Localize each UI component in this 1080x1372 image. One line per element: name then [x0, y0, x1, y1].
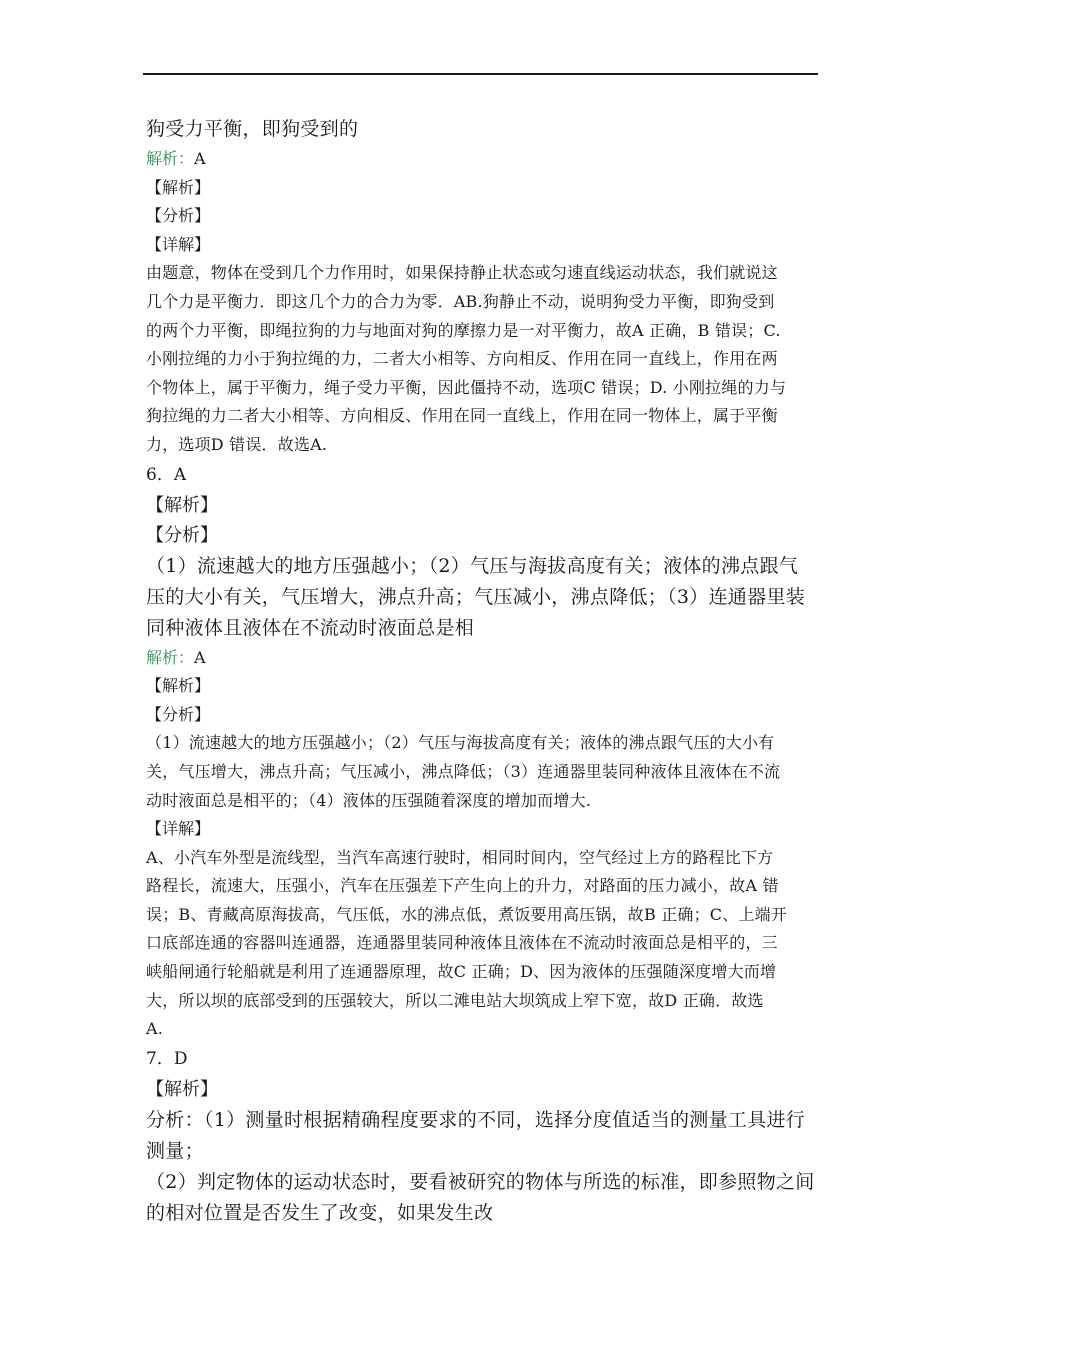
q5-detail-line: 狗拉绳的力二者大小相等、方向相反、作用在同一直线上，作用在同一物体上，属于平衡 [146, 406, 778, 426]
q6-analysis-line: 关，气压增大，沸点升高；气压减小，沸点降低；（3）连通器里装同种液体且液体在不流 [146, 761, 781, 781]
q5-detail-line: 小刚拉绳的力小于狗拉绳的力，二者大小相等、方向相反、作用在同一直线上，作用在两 [146, 349, 778, 369]
q5-answer-value: A [194, 149, 206, 168]
q6-analysis-line: 动时液面总是相平的；（4）液体的压强随着深度的增加而增大. [146, 790, 592, 810]
q5-intro-text: 狗受力平衡，即狗受到的 [146, 118, 359, 140]
header-rule [143, 73, 818, 75]
q6-answer-value: A [194, 647, 206, 667]
q6-analysis-line: （1）流速越大的地方压强越小；（2）气压与海拔高度有关；液体的沸点跟气压的大小有 [146, 733, 775, 753]
q5-detail-line: 力，选项D 错误．故选A. [146, 434, 328, 454]
q6-detail-line: 误；B、青藏高原海拔高，气压低，水的沸点低，煮饭要用高压锅，故B 正确；C、上端开 [146, 904, 788, 924]
q7-analysis-line: （2）判定物体的运动状态时，要看被研究的物体与所选的标准，即参照物之间 [146, 1170, 815, 1193]
q6-number: 6．A [146, 464, 187, 485]
q6-heading-jiexi: 【解析】 [146, 494, 218, 516]
q6-heading-xiangjie: 【详解】 [146, 819, 211, 839]
q6-answer-line [146, 644, 826, 673]
q6-detail-line: A、小汽车外型是流线型，当汽车高速行驶时，相同时间内，空气经过上方的路程比下方 [146, 847, 774, 867]
q6-answer-label: 解析： [146, 647, 195, 667]
q7-heading-jiexi: 【解析】 [146, 1078, 218, 1100]
q6-heading-fenxi: 【分析】 [146, 524, 218, 546]
q6-heading-jiexi-2: 【解析】 [146, 676, 211, 696]
q5-answer-line [146, 145, 826, 174]
q5-detail-line: 个物体上，属于平衡力，绳子受力平衡，因此僵持不动，选项C 错误；D. 小刚拉绳的力与 [146, 377, 787, 397]
q6-summary-line: 同种液体且液体在不流动时液面总是相 [146, 616, 475, 639]
q6-heading-fenxi-2: 【分析】 [146, 704, 211, 724]
q5-heading-fenxi: 【分析】 [146, 206, 211, 226]
q7-analysis-line: 测量； [146, 1139, 204, 1162]
q7-analysis-line: 分析：（1）测量时根据精确程度要求的不同，选择分度值适当的测量工具进行 [146, 1108, 806, 1131]
q5-answer-label: 解析： [146, 149, 195, 168]
q6-detail-line: A. [146, 1019, 164, 1039]
q6-detail-line: 峡船闸通行轮船就是利用了连通器原理，故C 正确；D、因为液体的压强随深度增大而增 [146, 962, 777, 982]
q6-summary-line: （1）流速越大的地方压强越小；（2）气压与海拔高度有关；液体的沸点跟气 [146, 554, 799, 577]
q5-detail-line: 由题意，物体在受到几个力作用时，如果保持静止状态或匀速直线运动状态，我们就说这 [146, 263, 778, 283]
q7-analysis-line: 的相对位置是否发生了改变，如果发生改 [146, 1201, 494, 1224]
q6-summary-line: 压的大小有关，气压增大，沸点升高；气压减小，沸点降低；（3）连通器里装 [146, 585, 806, 608]
q5-detail-line: 几个力是平衡力．即这几个力的合力为零．AB.狗静止不动，说明狗受力平衡，即狗受到 [146, 291, 775, 311]
q7-number: 7．D [146, 1048, 188, 1069]
q5-heading-xiangjie: 【详解】 [146, 234, 211, 254]
q5-detail-line: 的两个力平衡，即绳拉狗的力与地面对狗的摩擦力是一对平衡力，故A 正确，B 错误；C. [146, 320, 781, 340]
q5-heading-jiexi: 【解析】 [146, 177, 211, 197]
q6-detail-line: 口底部连通的容器叫连通器，连通器里装同种液体且液体在不流动时液面总是相平的，三 [146, 933, 778, 953]
q6-detail-line: 大，所以坝的底部受到的压强较大，所以二滩电站大坝筑成上窄下宽，故D 正确．故选 [146, 990, 764, 1010]
q6-detail-line: 路程长，流速大，压强小，汽车在压强差下产生向上的升力，对路面的压力减小，故A 错 [146, 876, 779, 896]
document-body [146, 114, 826, 1229]
